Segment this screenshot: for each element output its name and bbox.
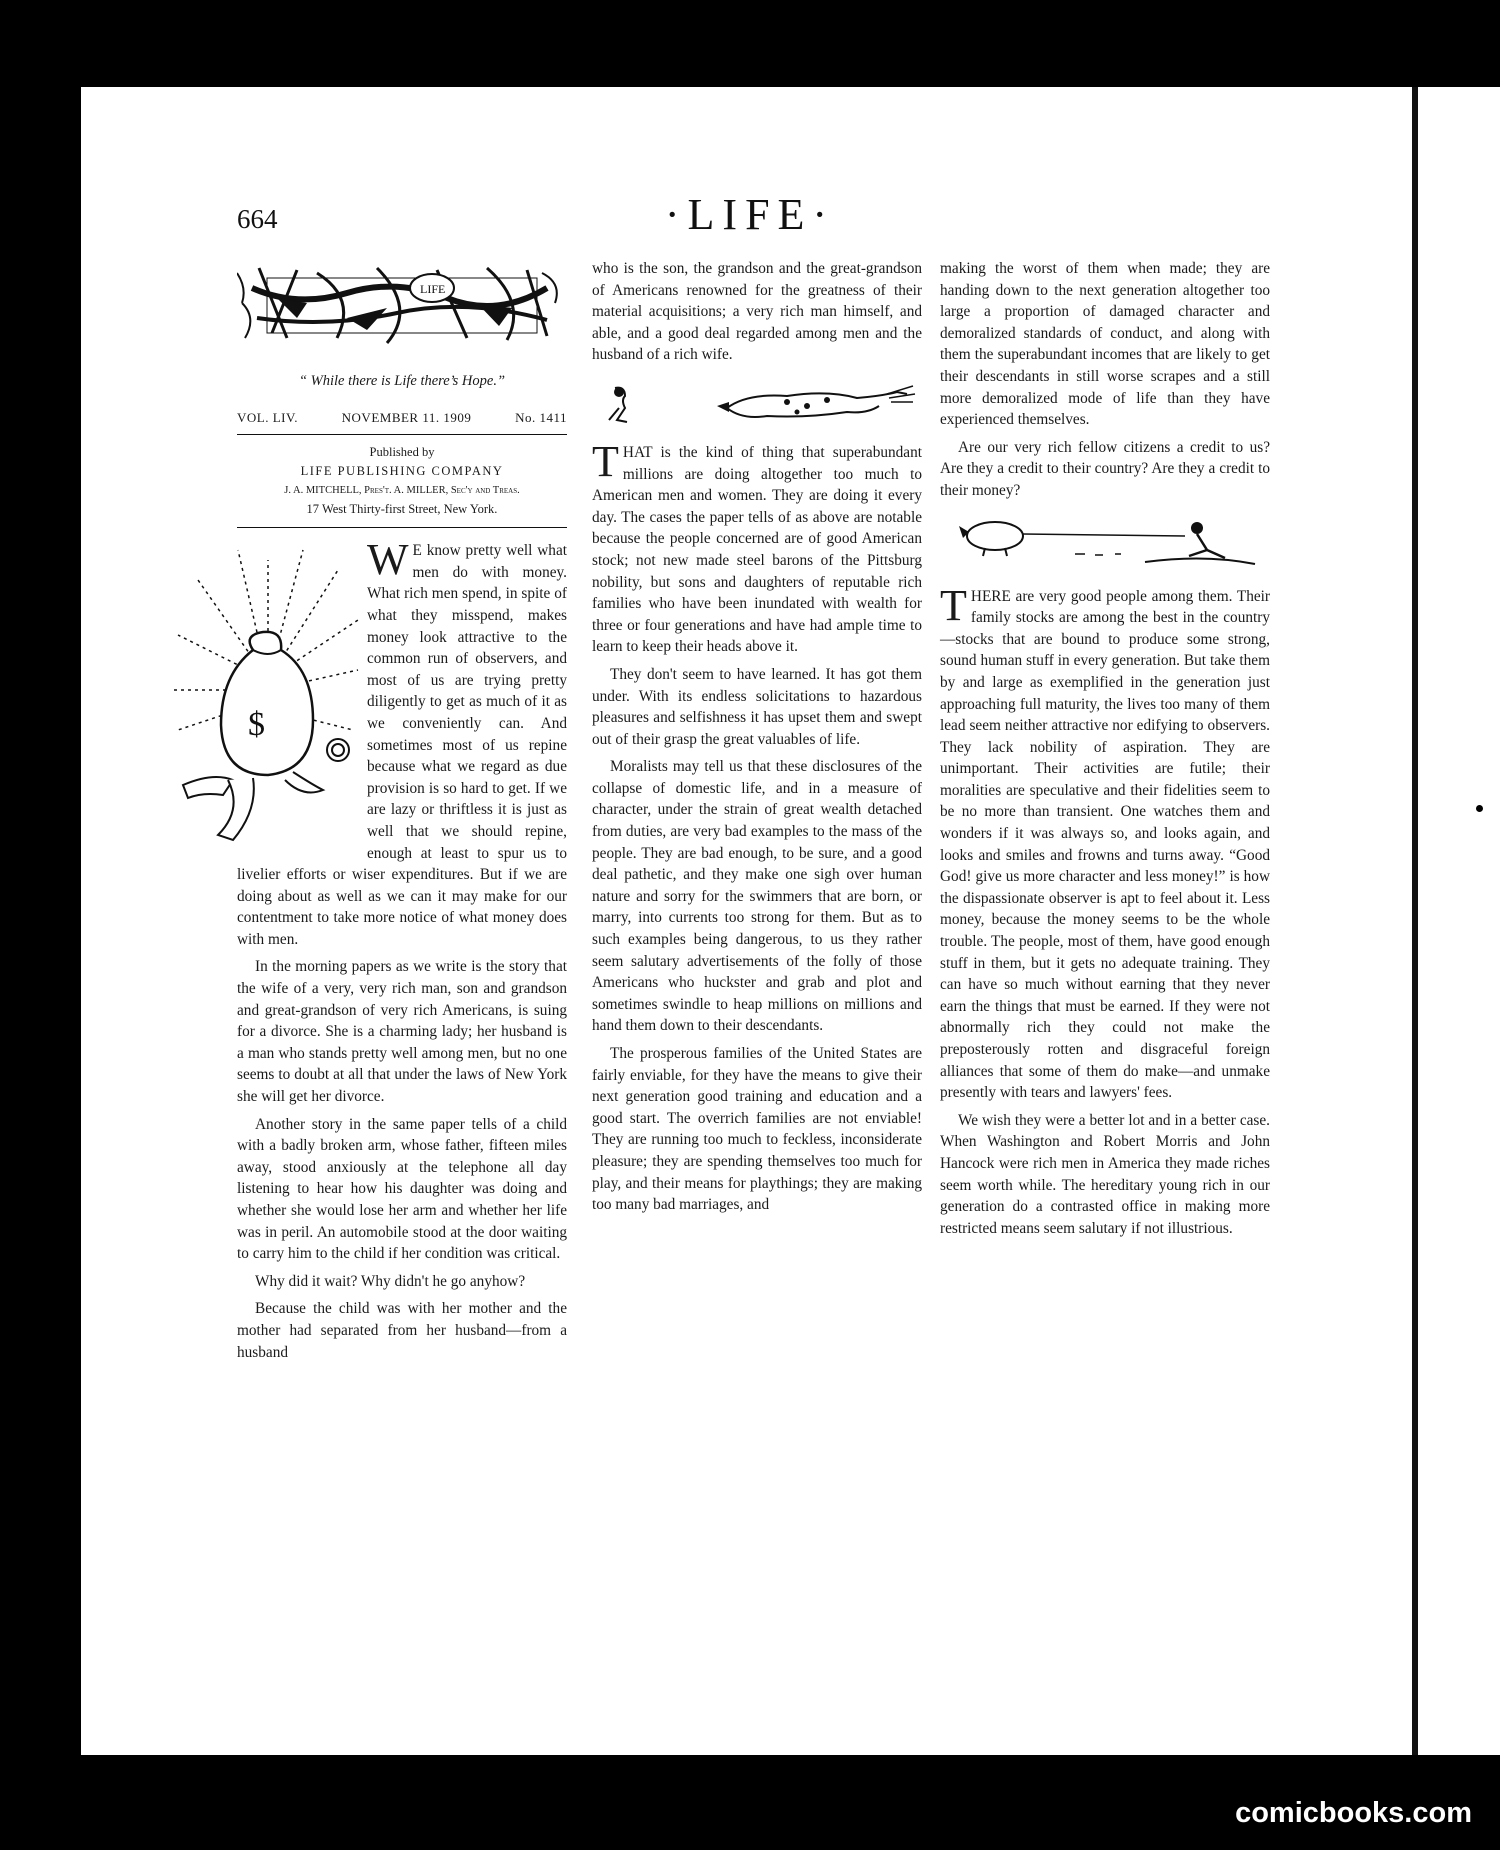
publisher-name: LIFE PUBLISHING COMPANY (300, 464, 504, 479)
publisher-block (237, 443, 567, 519)
column-1 (237, 258, 567, 1369)
paragraph-4: Why did it wait? Why didn't he go anyhow? (255, 1272, 526, 1290)
volume: VOL. LIV. (237, 409, 298, 425)
volume-line (237, 407, 567, 436)
paragraph-4: Moralists may tell us that these disclosures of the collapse of domestic life, and in a measure of character, under the strain of great wealth detached from duties, are very bad examples to the mass of the people. They are bad enough, to be sure, and a good deal pathetic, and they make one sigh over human nature and sorry for the swimmers that are born, or marry, into currents too strong for them. But as to such examples being dangerous, to us they rather seem salutary advertisements of the folly of those Americans who huckster and grab and plot and sometimes swindle to heap millions on millions and hand them down to their descendants. (592, 758, 922, 1035)
paragraph-1: making the worst of them when made; they are handing down to the next generation altogether too large a proportion of damaged character and demoralized standards of conduct, and along with them the superabundant incomes that are likely to get their descendants in still worse scrapes and a still more demoralized mode of life than they have experienced themselves. (940, 260, 1270, 429)
paragraph-3: They don't seem to have learned. It has got them under. With its endless solicitations to hazardous pleasures and selfishness it has upset them and swept out of their grasp the great valuables of life. (592, 665, 922, 748)
drop-cap: T (940, 580, 967, 630)
next-page-edge (1412, 87, 1500, 1755)
masthead-title: ·LIFE· (664, 190, 836, 239)
paragraph-1: W E know pretty well what men do with money. What rich men spend, in spite of what they misspend, makes money look attractive to the common run of observers, and most of us are trying pretty diligently to get as much of it as we conveniently can. And sometimes most of us repine because what we regard as due provision is so hard to get. If we are lazy or thriftless it is just as well that we should repine, enough at least to spur us to livelier efforts or wiser expenditures. But if we are doing about as well as we can it may make for our contentment to take more notice of what money does with men. (237, 535, 567, 948)
paragraph-2: Are our very rich fellow citizens a credit to us? Are they a credit to their country? Are they a credit to their money? (940, 438, 1270, 499)
svg-text:$: $ (248, 706, 265, 744)
paragraph-3: THERE are very good people among them. Their family stocks are among the best in the country—stocks that are bound to produce some strong, sound human stuff in every generation. But take them by and large as exemplified in the generation just approaching full maturity, the lives too many of them lead seem neither attractive nor edifying to observers. They lack nobility of aspiration. They are unimportant. Their activities are futile; their moralities are speculative and their fidelities seem to be no more than transient. One watches them and wonders if it was always so, and looks again, and looks and smiles and frowns and turns away. “Good God! give us more character and less money!” is how the dispassionate observer is apt to feel about it. Less money, because the money seems to be the whole trouble. The people, most of them, have good enough stuff in them, but it gets no adequate training. They can have so much without earning that they never earn the things that must be earned. If they were not abnormally rich they could not make the preposterously rotten and disgraceful foreign alliances that some of them do make—and unmake presently with tears and lawyers' fees. (940, 580, 1270, 1102)
publisher-address: 17 West Thirty-first Street, New York. (306, 502, 498, 517)
paragraph-3: Another story in the same paper tells of a child with a badly broken arm, whose father, fifteen miles away, stood anxiously at the telephone all day listening to hear how his daughter was doing and whether she would lose her arm and whether her life was in peril. An automobile stood at the door waiting to carry him to the child if her condition was critical. (237, 1115, 567, 1263)
page-number: 664 (237, 204, 278, 234)
pig-rope-illustration-icon (945, 514, 1265, 572)
money-bag-illustration-icon (173, 540, 363, 850)
drop-cap: T (592, 436, 619, 486)
motto: “ While there is Life there’s Hope.” (298, 373, 506, 389)
paragraph-1: who is the son, the grandson and the great-grandson of Americans renowned for the greatness of their material acquisitions; a very rich man himself, and able, and a good deal regarded among men and the husband of a rich wife. (592, 260, 922, 364)
drop-cap: W (367, 535, 409, 585)
paragraph-5: The prosperous families of the United States are fairly enviable, for they have the means to give their next generation good training and education and a good start. The overrich families are not enviable! They are running too much to feckless, inconsiderate pleasure; they are spending themselves too much for play, and their means for playthings; they are making too many bad marriages, and (592, 1045, 922, 1214)
watermark: comicbooks.com (1235, 1797, 1472, 1829)
svg-text:LIFE: LIFE (420, 282, 446, 296)
life-banner-illustration-icon (237, 258, 567, 363)
paragraph-2: In the morning papers as we write is the story that the wife of a very, very rich man, son and grandson and great-grandson of very rich Americans, is suing for a divorce. She is a charming lady; her husband is a man who stands pretty well among men, but no one seems to doubt at all that under the laws of New York she will get her divorce. (237, 958, 567, 1106)
issue-date: NOVEMBER 11. 1909 (341, 409, 472, 425)
paragraph-4: We wish they were a better lot and in a better case. When Washington and Robert Morris and John Hancock were rich men in America they made riches seem worth while. The hereditary young rich in our generation do a contrasted office in making more restricted means seem salutary if not illustrious. (940, 1111, 1270, 1237)
column-3 (940, 258, 1270, 1245)
publisher-officers: J. A. MITCHELL, Pres't. A. MILLER, Sec'y and Treas. (284, 485, 520, 497)
paragraph-5: Because the child was with her mother and the mother had separated from her husband—from a husband (237, 1300, 567, 1361)
dog-illustration-icon (597, 378, 917, 428)
column-2 (592, 258, 922, 1222)
published-by: Published by (369, 445, 435, 460)
paragraph-2: THAT is the kind of thing that superabundant millions are doing altogether too much to American men and women. They are doing it every day. The cases the paper tells of as above are notable because the people concerned are of good American stock; not new made steel barons of the Pittsburg nobility, but sons and daughters of reputable rich families who have been inundated with wealth for three or four generations and have had ample time to learn to keep their heads above it. (592, 436, 922, 656)
issue-number: No. 1411 (515, 409, 567, 425)
